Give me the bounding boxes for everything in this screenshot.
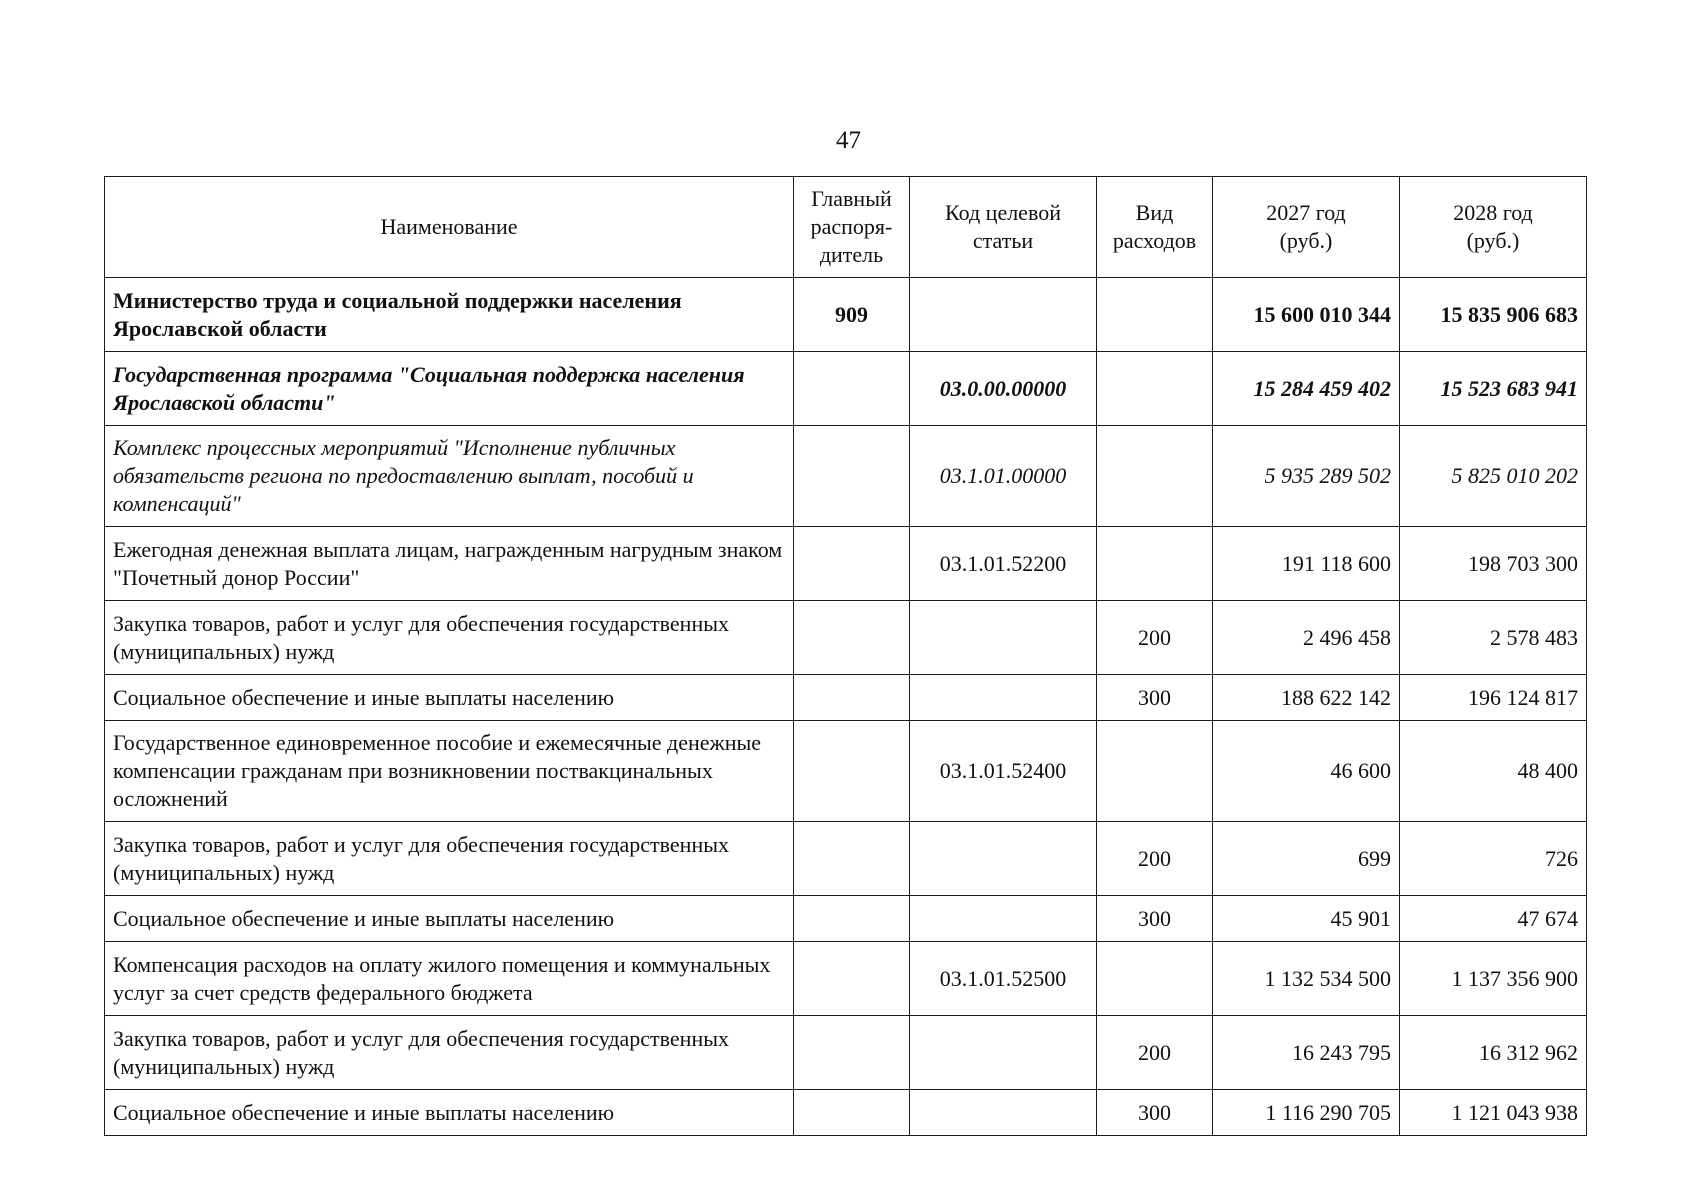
- cell-type: [1097, 721, 1213, 822]
- header-2028-line1: 2028 год: [1453, 200, 1533, 225]
- cell-manager: [794, 675, 910, 721]
- cell-manager: [794, 426, 910, 527]
- cell-manager: [794, 1090, 910, 1136]
- cell-name: Закупка товаров, работ и услуг для обеспечения государственных (муниципальных) нужд: [105, 822, 794, 896]
- cell-name: Государственное единовременное пособие и ежемесячные денежные компенсации гражданам при возникновении поствакцинальных осложнений: [105, 721, 794, 822]
- header-type: [1097, 177, 1213, 278]
- table-row-ministry: [105, 278, 1587, 352]
- cell-2028: 15 835 906 683: [1400, 278, 1587, 352]
- cell-manager: 909: [794, 278, 910, 352]
- cell-2027: 46 600: [1213, 721, 1400, 822]
- cell-2028: 198 703 300: [1400, 527, 1587, 601]
- header-manager-line3: дитель: [819, 242, 884, 267]
- header-code: [910, 177, 1097, 278]
- cell-type: 200: [1097, 822, 1213, 896]
- cell-type: 200: [1097, 1016, 1213, 1090]
- table-row: [105, 896, 1587, 942]
- table-row: [105, 527, 1587, 601]
- cell-type: 300: [1097, 675, 1213, 721]
- cell-type: 200: [1097, 601, 1213, 675]
- cell-2028: 15 523 683 941: [1400, 352, 1587, 426]
- cell-2027: 15 284 459 402: [1213, 352, 1400, 426]
- table-row: [105, 675, 1587, 721]
- cell-name: Ежегодная денежная выплата лицам, награжденным нагрудным знаком "Почетный донор России": [105, 527, 794, 601]
- header-type-line1: Вид: [1135, 200, 1174, 225]
- table-row: [105, 822, 1587, 896]
- cell-code: 03.1.01.00000: [910, 426, 1097, 527]
- header-2028: [1400, 177, 1587, 278]
- cell-name: Министерство труда и социальной поддержки населения Ярославской области: [105, 278, 794, 352]
- cell-2028: 196 124 817: [1400, 675, 1587, 721]
- cell-manager: [794, 527, 910, 601]
- cell-code: 03.1.01.52500: [910, 942, 1097, 1016]
- table-row: [105, 721, 1587, 822]
- cell-name: Социальное обеспечение и иные выплаты населению: [105, 675, 794, 721]
- cell-code: 03.0.00.00000: [910, 352, 1097, 426]
- cell-name: Закупка товаров, работ и услуг для обеспечения государственных (муниципальных) нужд: [105, 601, 794, 675]
- header-2028-line2: (руб.): [1466, 228, 1520, 253]
- cell-manager: [794, 721, 910, 822]
- cell-manager: [794, 942, 910, 1016]
- cell-name: Государственная программа "Социальная поддержка населения Ярославской области": [105, 352, 794, 426]
- header-row: [105, 177, 1587, 278]
- cell-name: Комплекс процессных мероприятий "Исполнение публичных обязательств региона по предоставлению выплат, пособий и компенсаций": [105, 426, 794, 527]
- cell-type: [1097, 278, 1213, 352]
- header-name: [105, 177, 794, 278]
- page-number: 47: [836, 127, 861, 154]
- cell-type: [1097, 942, 1213, 1016]
- cell-code: 03.1.01.52400: [910, 721, 1097, 822]
- cell-2027: 16 243 795: [1213, 1016, 1400, 1090]
- cell-2028: 16 312 962: [1400, 1016, 1587, 1090]
- cell-type: [1097, 352, 1213, 426]
- cell-2028: 2 578 483: [1400, 601, 1587, 675]
- table-row-complex: [105, 426, 1587, 527]
- budget-table: [104, 176, 1587, 1136]
- table-row-program: [105, 352, 1587, 426]
- header-code-line2: статьи: [972, 228, 1034, 253]
- cell-name: Социальное обеспечение и иные выплаты населению: [105, 1090, 794, 1136]
- header-manager-line2: распоря-: [810, 214, 893, 239]
- cell-code: [910, 278, 1097, 352]
- cell-2027: 45 901: [1213, 896, 1400, 942]
- cell-2028: 48 400: [1400, 721, 1587, 822]
- cell-2027: 191 118 600: [1213, 527, 1400, 601]
- cell-code: [910, 1090, 1097, 1136]
- header-2027: [1213, 177, 1400, 278]
- header-name-text: Наименование: [380, 214, 518, 239]
- cell-2027: 1 132 534 500: [1213, 942, 1400, 1016]
- cell-code: [910, 896, 1097, 942]
- cell-manager: [794, 601, 910, 675]
- cell-2028: 5 825 010 202: [1400, 426, 1587, 527]
- cell-2027: 2 496 458: [1213, 601, 1400, 675]
- cell-2028: 47 674: [1400, 896, 1587, 942]
- cell-name: Закупка товаров, работ и услуг для обеспечения государственных (муниципальных) нужд: [105, 1016, 794, 1090]
- cell-code: 03.1.01.52200: [910, 527, 1097, 601]
- cell-code: [910, 601, 1097, 675]
- cell-manager: [794, 1016, 910, 1090]
- header-manager-line1: Главный: [811, 186, 892, 211]
- cell-2027: 15 600 010 344: [1213, 278, 1400, 352]
- header-manager: [794, 177, 910, 278]
- cell-2027: 188 622 142: [1213, 675, 1400, 721]
- cell-manager: [794, 352, 910, 426]
- header-2027-line2: (руб.): [1279, 228, 1333, 253]
- cell-2027: 699: [1213, 822, 1400, 896]
- cell-2028: 1 137 356 900: [1400, 942, 1587, 1016]
- header-code-line1: Код целевой: [945, 200, 1061, 225]
- cell-type: 300: [1097, 1090, 1213, 1136]
- cell-manager: [794, 822, 910, 896]
- header-type-line2: расходов: [1112, 228, 1197, 253]
- cell-code: [910, 675, 1097, 721]
- cell-type: 300: [1097, 896, 1213, 942]
- cell-2028: 726: [1400, 822, 1587, 896]
- cell-manager: [794, 896, 910, 942]
- cell-type: [1097, 426, 1213, 527]
- table-row: [105, 1090, 1587, 1136]
- table-row: [105, 1016, 1587, 1090]
- cell-code: [910, 1016, 1097, 1090]
- table-row: [105, 942, 1587, 1016]
- cell-code: [910, 822, 1097, 896]
- cell-type: [1097, 527, 1213, 601]
- cell-name: Компенсация расходов на оплату жилого помещения и коммунальных услуг за счет средств федерального бюджета: [105, 942, 794, 1016]
- table-row: [105, 601, 1587, 675]
- header-2027-line1: 2027 год: [1266, 200, 1346, 225]
- cell-2027: 1 116 290 705: [1213, 1090, 1400, 1136]
- cell-2028: 1 121 043 938: [1400, 1090, 1587, 1136]
- cell-name: Социальное обеспечение и иные выплаты населению: [105, 896, 794, 942]
- cell-2027: 5 935 289 502: [1213, 426, 1400, 527]
